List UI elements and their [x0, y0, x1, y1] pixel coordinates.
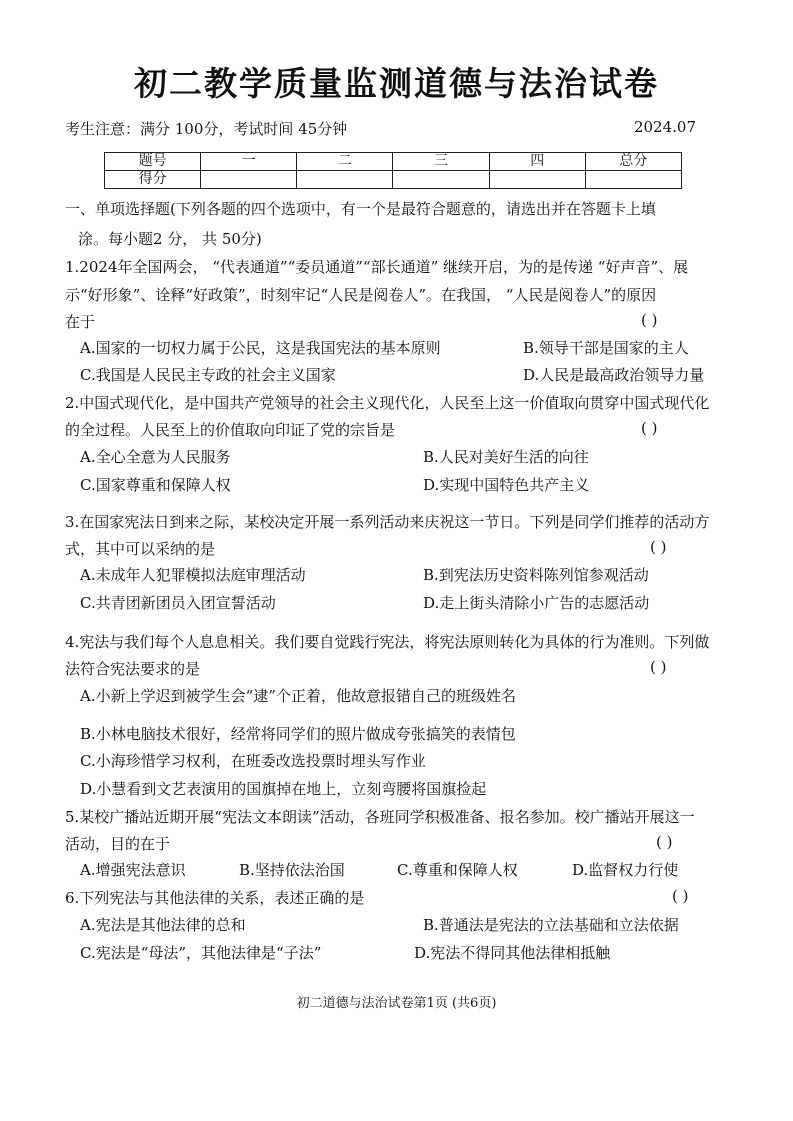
question-3-option-c: C.共青团新团员入团宣誓活动 — [80, 594, 276, 612]
exam-notice: 考生注意：满分 100分，考试时间 45分钟 — [65, 120, 348, 138]
question-1-option-c: C.我国是人民民主专政的社会主义国家 — [80, 366, 336, 384]
question-2-text: 2.中国式现代化，是中国共产党领导的社会主义现代化，人民至上这一价值取向贯穿中国式现代化 — [65, 394, 710, 412]
question-1-option-a: A.国家的一切权力属于公民，这是我国宪法的基本原则 — [80, 339, 441, 357]
question-5-option-b: B.坚持依法治国 — [239, 861, 345, 879]
score-cell — [585, 171, 681, 189]
question-1-option-d: D.人民是最高政治领导力量 — [523, 366, 705, 384]
answer-bracket: ( ) — [650, 658, 667, 676]
question-1-option-b: B.领导干部是国家的主人 — [523, 339, 689, 357]
answer-bracket: ( ) — [650, 538, 667, 556]
question-6-option-d: D.宪法不得同其他法律相抵触 — [414, 944, 611, 962]
question-2-option-c: C.国家尊重和保障人权 — [80, 476, 231, 494]
score-table-score-row — [105, 171, 682, 189]
question-5-option-d: D.监督权力行使 — [572, 861, 679, 879]
answer-bracket: ( ) — [672, 887, 689, 905]
question-5-option-a: A.增强宪法意识 — [80, 861, 186, 879]
score-cell — [297, 171, 393, 189]
question-4-option-c: C.小海珍惜学习权利，在班委改选投票时埋头写作业 — [80, 752, 426, 770]
question-6-option-c: C.宪法是“母法”，其他法律是“子法” — [80, 944, 322, 962]
score-table — [104, 152, 682, 189]
question-4-text: 法符合宪法要求的是 — [65, 660, 201, 678]
score-header-cell: 总分 — [585, 153, 681, 171]
score-cell — [393, 171, 489, 189]
score-cell — [201, 171, 297, 189]
answer-bracket: ( ) — [641, 311, 658, 329]
question-2-option-d: D.实现中国特色共产主义 — [423, 476, 590, 494]
question-1-text: 示“好形象”、诠释“好政策”，时刻牢记“人民是阅卷人”。在我国， “人民是阅卷人”的原因 — [65, 286, 657, 304]
question-3-text: 式，其中可以采纳的是 — [65, 540, 216, 558]
question-6-option-a: A.宪法是其他法律的总和 — [80, 916, 246, 934]
question-3-option-d: D.走上街头清除小广告的志愿活动 — [423, 594, 650, 612]
question-1-text: 在于 — [65, 313, 96, 331]
score-header-cell: 四 — [489, 153, 585, 171]
score-header-cell: 三 — [393, 153, 489, 171]
score-row-label: 得分 — [105, 171, 201, 189]
score-header-cell: 一 — [201, 153, 297, 171]
question-5-option-c: C.尊重和保障人权 — [397, 861, 518, 879]
section-heading-cont: 涂。每小题2 分， 共 50分) — [78, 230, 262, 248]
question-2-option-a: A.全心全意为人民服务 — [80, 448, 231, 466]
question-2-option-b: B.人民对美好生活的向往 — [423, 448, 589, 466]
question-5-text: 5.某校广播站近期开展“宪法文本朗读”活动，各班同学积极准备、报名参加。校广播站开展这一 — [65, 808, 695, 826]
score-table-header-row — [105, 153, 682, 171]
answer-bracket: ( ) — [641, 419, 658, 437]
score-cell — [489, 171, 585, 189]
question-3-option-b: B.到宪法历史资料陈列馆参观活动 — [423, 566, 649, 584]
question-3-text: 3.在国家宪法日到来之际，某校决定开展一系列活动来庆祝这一节日。下列是同学们推荐的活动方 — [65, 513, 710, 531]
question-4-option-a: A.小新上学迟到被学生会“逮”个正着，他故意报错自己的班级姓名 — [80, 687, 516, 705]
score-header-cell: 二 — [297, 153, 393, 171]
question-6-text: 6.下列宪法与其他法律的关系，表述正确的是 — [65, 889, 365, 907]
page-title: 初二教学质量监测道德与法治试卷 — [134, 64, 659, 103]
answer-bracket: ( ) — [656, 833, 673, 851]
section-heading: 一、单项选择题(下列各题的四个选项中，有一个是最符合题意的，请选出并在答题卡上填 — [65, 200, 656, 218]
question-4-option-d: D.小慧看到文艺表演用的国旗掉在地上，立刻弯腰将国旗捡起 — [80, 780, 487, 798]
question-4-option-b: B.小林电脑技术很好，经常将同学们的照片做成夸张搞笑的表情包 — [80, 725, 516, 743]
question-5-text: 活动，目的在于 — [65, 835, 171, 853]
question-6-option-b: B.普通法是宪法的立法基础和立法依据 — [423, 916, 679, 934]
exam-date: 2024.07 — [633, 118, 696, 136]
question-3-option-a: A.未成年人犯罪模拟法庭审理活动 — [80, 566, 306, 584]
question-1-text: 1.2024年全国两会， “代表通道”“委员通道”“部长通道” 继续开启，为的是传递 “好声音”、展 — [65, 258, 689, 276]
question-2-text: 的全过程。人民至上的价值取向印证了党的宗旨是 — [65, 421, 396, 439]
page-footer: 初二道德与法治试卷第1页 (共6页) — [296, 996, 497, 1011]
question-4-text: 4.宪法与我们每个人息息相关。我们要自觉践行宪法，将宪法原则转化为具体的行为准则。下列做 — [65, 633, 710, 651]
score-header-cell: 题号 — [105, 153, 201, 171]
